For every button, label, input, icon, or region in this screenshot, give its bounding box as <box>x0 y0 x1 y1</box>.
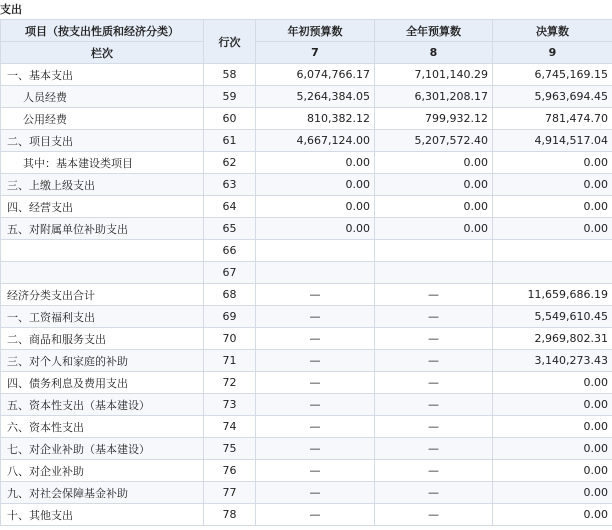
row-line-no: 63 <box>204 174 256 196</box>
row-initial-budget: — <box>256 372 375 394</box>
row-full-year-budget: 0.00 <box>375 218 493 240</box>
row-item: 十、其他支出 <box>1 504 204 526</box>
row-item: 经济分类支出合计 <box>1 284 204 306</box>
row-final-accounts: 0.00 <box>493 174 612 196</box>
row-full-year-budget: 5,207,572.40 <box>375 130 493 152</box>
row-full-year-budget: — <box>375 350 493 372</box>
row-final-accounts: 0.00 <box>493 504 612 526</box>
table-row <box>1 284 612 306</box>
header-initial-budget: 年初预算数 <box>256 20 375 42</box>
row-full-year-budget: — <box>375 284 493 306</box>
row-final-accounts: 5,549,610.45 <box>493 306 612 328</box>
row-item: 九、对社会保障基金补助 <box>1 482 204 504</box>
row-full-year-budget: — <box>375 482 493 504</box>
row-full-year-budget: — <box>375 416 493 438</box>
table-row <box>1 328 612 350</box>
row-final-accounts: 0.00 <box>493 196 612 218</box>
row-initial-budget <box>256 240 375 262</box>
row-full-year-budget: 799,932.12 <box>375 108 493 130</box>
row-item: 其中：基本建设类项目 <box>1 152 204 174</box>
row-item: 七、对企业补助（基本建设） <box>1 438 204 460</box>
row-item: 八、对企业补助 <box>1 460 204 482</box>
row-item: 五、对附属单位补助支出 <box>1 218 204 240</box>
table-row <box>1 108 612 130</box>
header-item: 项目（按支出性质和经济分类） <box>1 20 204 42</box>
row-final-accounts: 5,963,694.45 <box>493 86 612 108</box>
row-full-year-budget: — <box>375 460 493 482</box>
table-row <box>1 482 612 504</box>
row-line-no: 78 <box>204 504 256 526</box>
header-col-no-9: 9 <box>493 42 612 64</box>
row-item: 五、资本性支出（基本建设） <box>1 394 204 416</box>
section-title: 支出 <box>0 3 22 16</box>
row-initial-budget: 4,667,124.00 <box>256 130 375 152</box>
row-full-year-budget: — <box>375 328 493 350</box>
row-line-no: 68 <box>204 284 256 306</box>
header-column-label: 栏次 <box>1 42 204 64</box>
header-col-no-8: 8 <box>375 42 493 64</box>
row-item: 三、上缴上级支出 <box>1 174 204 196</box>
header-col-no-7: 7 <box>256 42 375 64</box>
row-full-year-budget <box>375 262 493 284</box>
row-line-no: 61 <box>204 130 256 152</box>
row-item: 一、工资福利支出 <box>1 306 204 328</box>
row-initial-budget: — <box>256 460 375 482</box>
row-final-accounts <box>493 262 612 284</box>
row-line-no: 71 <box>204 350 256 372</box>
row-initial-budget: 810,382.12 <box>256 108 375 130</box>
row-line-no: 58 <box>204 64 256 86</box>
row-final-accounts: 2,969,802.31 <box>493 328 612 350</box>
table-row <box>1 86 612 108</box>
row-item: 二、商品和服务支出 <box>1 328 204 350</box>
row-item: 一、基本支出 <box>1 64 204 86</box>
row-line-no: 74 <box>204 416 256 438</box>
row-full-year-budget: 0.00 <box>375 174 493 196</box>
row-initial-budget: — <box>256 328 375 350</box>
header-full-year-budget: 全年预算数 <box>375 20 493 42</box>
row-initial-budget: 0.00 <box>256 196 375 218</box>
table-row <box>1 460 612 482</box>
row-initial-budget: 0.00 <box>256 174 375 196</box>
row-final-accounts: 0.00 <box>493 372 612 394</box>
table-row <box>1 350 612 372</box>
header-line: 行次 <box>204 20 256 64</box>
row-initial-budget: — <box>256 350 375 372</box>
row-line-no: 73 <box>204 394 256 416</box>
table-row <box>1 152 612 174</box>
row-initial-budget: — <box>256 438 375 460</box>
row-item: 三、对个人和家庭的补助 <box>1 350 204 372</box>
row-line-no: 67 <box>204 262 256 284</box>
row-line-no: 66 <box>204 240 256 262</box>
row-final-accounts <box>493 240 612 262</box>
row-line-no: 75 <box>204 438 256 460</box>
table-row <box>1 240 612 262</box>
row-final-accounts: 0.00 <box>493 152 612 174</box>
row-initial-budget <box>256 262 375 284</box>
row-item <box>1 262 204 284</box>
row-final-accounts: 0.00 <box>493 416 612 438</box>
table-row <box>1 394 612 416</box>
row-initial-budget: — <box>256 504 375 526</box>
row-full-year-budget: 0.00 <box>375 196 493 218</box>
table-row <box>1 218 612 240</box>
row-final-accounts: 4,914,517.04 <box>493 130 612 152</box>
row-line-no: 70 <box>204 328 256 350</box>
table-row <box>1 196 612 218</box>
row-full-year-budget: — <box>375 504 493 526</box>
row-final-accounts: 3,140,273.43 <box>493 350 612 372</box>
row-line-no: 76 <box>204 460 256 482</box>
row-full-year-budget: 6,301,208.17 <box>375 86 493 108</box>
row-item: 公用经费 <box>1 108 204 130</box>
row-final-accounts: 0.00 <box>493 460 612 482</box>
row-item <box>1 240 204 262</box>
row-initial-budget: 6,074,766.17 <box>256 64 375 86</box>
header-final-accounts: 决算数 <box>493 20 612 42</box>
table-row <box>1 306 612 328</box>
row-initial-budget: 5,264,384.05 <box>256 86 375 108</box>
row-final-accounts: 6,745,169.15 <box>493 64 612 86</box>
row-initial-budget: 0.00 <box>256 218 375 240</box>
row-line-no: 60 <box>204 108 256 130</box>
row-line-no: 64 <box>204 196 256 218</box>
row-final-accounts: 0.00 <box>493 482 612 504</box>
table-row <box>1 262 612 284</box>
row-final-accounts: 0.00 <box>493 438 612 460</box>
row-final-accounts: 781,474.70 <box>493 108 612 130</box>
row-full-year-budget: 7,101,140.29 <box>375 64 493 86</box>
row-initial-budget: — <box>256 416 375 438</box>
row-item: 六、资本性支出 <box>1 416 204 438</box>
row-line-no: 77 <box>204 482 256 504</box>
row-line-no: 62 <box>204 152 256 174</box>
table-row <box>1 416 612 438</box>
row-line-no: 65 <box>204 218 256 240</box>
row-final-accounts: 11,659,686.19 <box>493 284 612 306</box>
row-item: 人员经费 <box>1 86 204 108</box>
row-initial-budget: — <box>256 306 375 328</box>
row-item: 四、经营支出 <box>1 196 204 218</box>
row-full-year-budget: — <box>375 372 493 394</box>
row-full-year-budget: 0.00 <box>375 152 493 174</box>
row-line-no: 59 <box>204 86 256 108</box>
row-final-accounts: 0.00 <box>493 394 612 416</box>
table-row <box>1 504 612 526</box>
row-full-year-budget <box>375 240 493 262</box>
row-final-accounts: 0.00 <box>493 218 612 240</box>
row-initial-budget: 0.00 <box>256 152 375 174</box>
row-line-no: 72 <box>204 372 256 394</box>
table-row <box>1 372 612 394</box>
row-initial-budget: — <box>256 394 375 416</box>
row-item: 四、债务利息及费用支出 <box>1 372 204 394</box>
table-row <box>1 130 612 152</box>
row-full-year-budget: — <box>375 438 493 460</box>
row-item: 二、项目支出 <box>1 130 204 152</box>
row-initial-budget: — <box>256 284 375 306</box>
row-full-year-budget: — <box>375 394 493 416</box>
row-full-year-budget: — <box>375 306 493 328</box>
expenditure-table <box>0 19 612 526</box>
table-row <box>1 438 612 460</box>
table-row <box>1 64 612 86</box>
table-row <box>1 174 612 196</box>
row-line-no: 69 <box>204 306 256 328</box>
row-initial-budget: — <box>256 482 375 504</box>
